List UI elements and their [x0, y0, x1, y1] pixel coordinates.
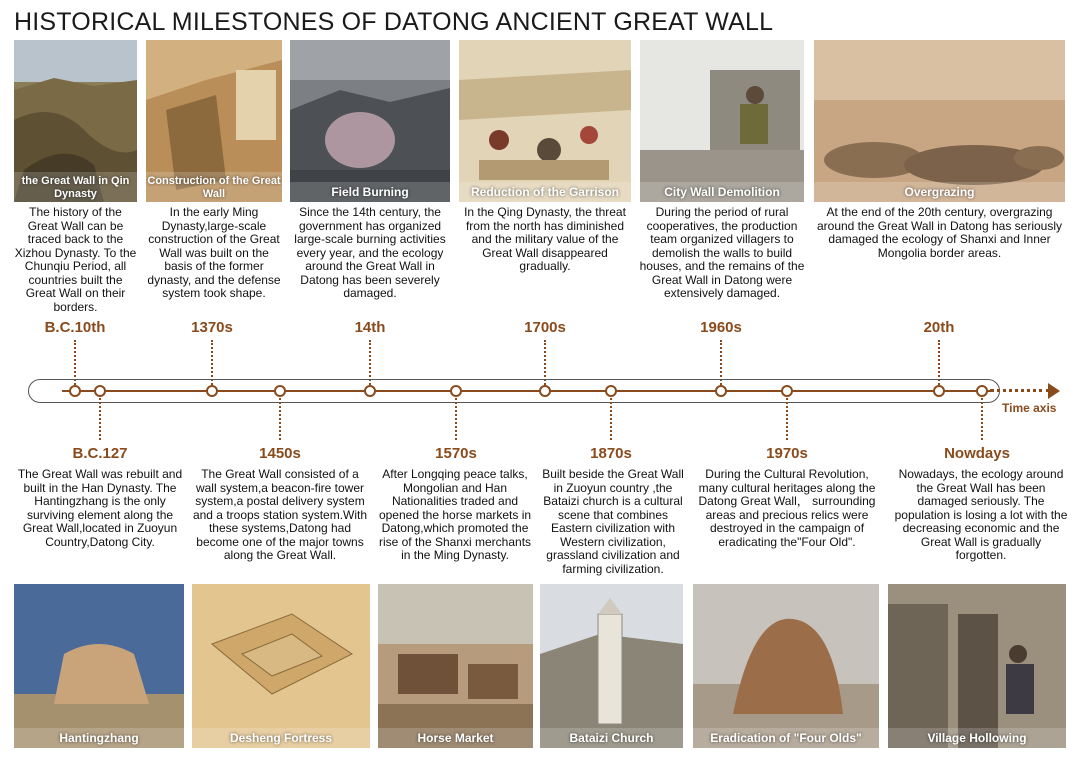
stem-1570s	[455, 398, 457, 440]
page-title: HISTORICAL MILESTONES OF DATONG ANCIENT GREAT WALL	[14, 8, 774, 36]
field-burning-image	[290, 40, 450, 202]
stem-1870s	[610, 398, 612, 440]
photo-qin-great-wall	[14, 40, 137, 202]
photo-village-hollowing	[888, 584, 1066, 748]
photo-four-olds	[693, 584, 879, 748]
stem-nowdays	[981, 398, 983, 440]
year-bc127: B.C.127	[72, 445, 128, 462]
year-nowdays: Nowdays	[944, 445, 1010, 462]
photo-field-burning	[290, 40, 450, 202]
desheng-fortress-drawing-image	[192, 584, 370, 748]
timeline-axis	[62, 390, 990, 392]
stem-1970s	[786, 398, 788, 440]
desc-1870s: Built beside the Great Wall in Zuoyun country ,the Bataizi church is a cultural scene that combines Eastern civilization with Western civilization, grassland civilization and farming civilization.	[542, 467, 684, 576]
caption-bataizi-church: Bataizi Church	[540, 728, 683, 748]
caption-qin-great-wall: the Great Wall in Qin Dynasty	[14, 172, 137, 202]
hantingzhang-image	[14, 584, 184, 748]
caption-village-hollowing: Village Hollowing	[888, 728, 1066, 748]
wall-demolition-image	[640, 40, 804, 202]
axis-label: Time axis	[1002, 401, 1057, 415]
desc-nowdays: Nowadays, the ecology around the Great Wall has been damaged seriously. The population is losing a lot with the decreasing economic and the Great Wall is gradually forgotten.	[894, 467, 1068, 562]
desc-bc127: The Great Wall was rebuilt and built in the Han Dynasty. The Hantingzhang is the only surviving element along the Great Wall,located in Zuoyun Country,Datong City.	[17, 467, 183, 549]
year-1870s: 1870s	[590, 445, 632, 462]
stem-bc127	[99, 398, 101, 440]
stem-1450s	[279, 398, 281, 440]
desc-1970s: During the Cultural Revolution, many cultural heritages along the Datong Great Wall， surrounding areas and precious relics were destroyed in the campaign of eradicating the"Four Old".	[698, 467, 876, 549]
photo-construction	[146, 40, 282, 202]
caption-desheng-fortress: Desheng Fortress	[192, 728, 370, 748]
node-20th	[933, 385, 945, 397]
node-1970s	[781, 385, 793, 397]
four-olds-ruin-image	[693, 584, 879, 748]
node-nowdays	[976, 385, 988, 397]
desc-1700s: In the Qing Dynasty, the threat from the north has diminished and the military value of the Great Wall disappeared gradually.	[464, 205, 626, 273]
year-1450s: 1450s	[259, 445, 301, 462]
node-1450s	[274, 385, 286, 397]
node-bc10th	[69, 385, 81, 397]
node-1570s	[450, 385, 462, 397]
garrison-battle-painting-image	[459, 40, 631, 202]
year-20th: 20th	[923, 319, 955, 336]
timeline-extension	[990, 389, 1050, 393]
caption-overgrazing: Overgrazing	[814, 182, 1065, 202]
photo-hantingzhang	[14, 584, 184, 748]
node-1870s	[605, 385, 617, 397]
year-1370s: 1370s	[191, 319, 233, 336]
photo-garrison	[459, 40, 631, 202]
photo-overgrazing	[814, 40, 1065, 202]
node-bc127	[94, 385, 106, 397]
year-bc10th: B.C.10th	[44, 319, 106, 336]
desc-20th: At the end of the 20th century, overgrazing around the Great Wall in Datong has seriously damaged the ecology of Shanxi and Inner Mongolia border areas.	[816, 205, 1062, 260]
photo-desheng-fortress	[192, 584, 370, 748]
node-1700s	[539, 385, 551, 397]
desc-1960s: During the period of rural cooperatives, the production team organized villagers to demolish the walls to build houses, and the remains of the Great Wall in Datong were extensively damaged.	[639, 205, 805, 300]
year-14th: 14th	[354, 319, 386, 336]
caption-garrison: Reduction of the Garrison	[459, 182, 631, 202]
photo-horse-market	[378, 584, 533, 748]
bataizi-church-image	[540, 584, 683, 748]
photo-bataizi-church	[540, 584, 683, 748]
horse-market-diorama-image	[378, 584, 533, 748]
node-1960s	[715, 385, 727, 397]
caption-wall-demolition: City Wall Demolition	[640, 182, 804, 202]
caption-horse-market: Horse Market	[378, 728, 533, 748]
year-1700s: 1700s	[524, 319, 566, 336]
desc-1570s: After Longqing peace talks, Mongolian and Han Nationalities traded and opened the horse markets in Datong,which promoted the rise of the Shanxi merchants in the Ming Dynasty.	[378, 467, 532, 562]
caption-four-olds: Eradication of "Four Olds"	[693, 728, 879, 748]
overgrazing-sheep-image	[814, 40, 1065, 202]
year-1960s: 1960s	[700, 319, 742, 336]
desc-1370s: In the early Ming Dynasty,large-scale construction of the Great Wall was built on the basis of the former dynasty, and the defense system took shape.	[147, 205, 281, 300]
year-1970s: 1970s	[766, 445, 808, 462]
caption-construction: Construction of the Great Wall	[146, 172, 282, 202]
desc-bc10th: The history of the Great Wall can be traced back to the Xizhou Dynasty. To the Chunqiu Period, all countries built the Great Wall on their borders.	[14, 205, 137, 314]
village-hollowing-image	[888, 584, 1066, 748]
photo-wall-demolition	[640, 40, 804, 202]
arrow-right-icon	[1048, 383, 1060, 399]
node-1370s	[206, 385, 218, 397]
node-14th	[364, 385, 376, 397]
desc-14th: Since the 14th century, the government has organized large-scale burning activities every year, and the ecology around the Great Wall in Datong has been severely damaged.	[294, 205, 446, 300]
caption-hantingzhang: Hantingzhang	[14, 728, 184, 748]
caption-field-burning: Field Burning	[290, 182, 450, 202]
desc-1450s: The Great Wall consisted of a wall system,a beacon-fire tower system,a postal delivery system and a troops station system.With these systems,Datong had become one of the major towns along the Great Wall.	[192, 467, 368, 562]
year-1570s: 1570s	[435, 445, 477, 462]
